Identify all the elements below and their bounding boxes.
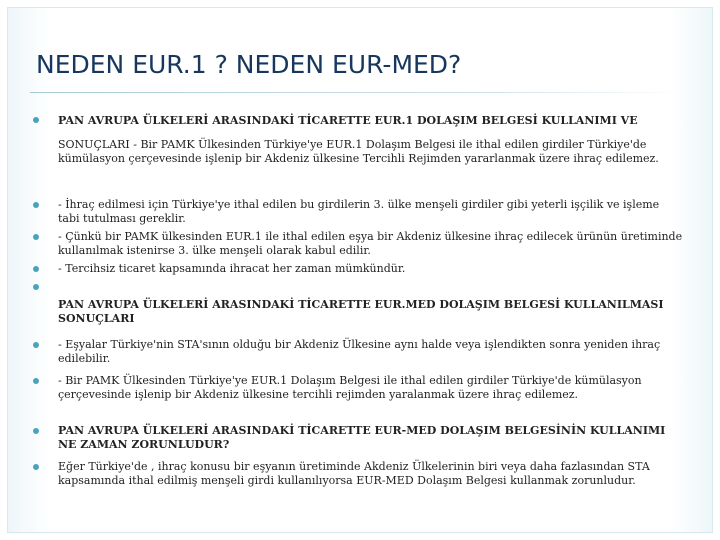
bullet-text: SONUÇLARI - Bir PAMK Ülkesinden Türkiye'ye EUR.1 Dolaşım Belgesi ile ithal edilen girdiler Türkiye'de kümülasyon çerçevesinde işlenip bir Akdeniz ülkesine Tercihli Rejimden yararlanmak üzere ihraç edilemez. xyxy=(58,138,659,165)
bullet-item xyxy=(33,280,683,296)
bullet-list xyxy=(33,113,683,508)
bullet-dot-icon xyxy=(33,234,39,240)
bullet-item xyxy=(33,262,683,280)
bullet-heading: PAN AVRUPA ÜLKELERİ ARASINDAKİ TİCARETTE EUR.1 DOLAŞIM BELGESİ KULLANIMI VE xyxy=(58,114,638,127)
bullet-item xyxy=(33,298,683,334)
bullet-dot-icon xyxy=(33,202,39,208)
bullet-item xyxy=(33,230,683,262)
bullet-item xyxy=(33,138,683,196)
bullet-text: - Bir PAMK Ülkesinden Türkiye'ye EUR.1 Dolaşım Belgesi ile ithal edilen girdiler Türkiye'de kümülasyon çerçevesinde işlenip bir Akdeniz ülkesine tercihli rejimden yaralanmak üzere ihraç edilemez. xyxy=(58,374,642,401)
bullet-heading: PAN AVRUPA ÜLKELERİ ARASINDAKİ TİCARETTE EUR.MED DOLAŞIM BELGESİ KULLANILMASI SONUÇLARI xyxy=(58,298,664,325)
bullet-dot-icon xyxy=(33,428,39,434)
bullet-text: Eğer Türkiye'de , ihraç konusu bir eşyanın üretiminde Akdeniz Ülkelerinin biri veya daha fazlasından STA kapsamında ithal edilmiş menşeli girdi kullanılıyorsa EUR-MED Dolaşım Belgesi kullanmak zorunludur. xyxy=(58,460,650,487)
bullet-item xyxy=(33,374,683,422)
bullet-dot-icon xyxy=(33,117,39,123)
bullet-dot-icon xyxy=(33,266,39,272)
bullet-item xyxy=(33,338,683,372)
bullet-text: - İhraç edilmesi için Türkiye'ye ithal edilen bu girdilerin 3. ülke menşeli girdiler gibi yeterli işçilik ve işleme tabi tutulması gereklir. xyxy=(58,198,660,225)
bullet-dot-icon xyxy=(33,378,39,384)
bullet-dot-icon xyxy=(33,464,39,470)
bullet-item xyxy=(33,460,683,508)
bullet-item xyxy=(33,424,683,458)
bullet-text: - Çünkü bir PAMK ülkesinden EUR.1 ile ithal edilen eşya bir Akdeniz ülkesine ihraç edilecek ürünün üretiminde kullanılmak istenirse 3. ülke menşeli olarak kabul edilir. xyxy=(58,230,683,257)
bullet-item xyxy=(33,113,683,138)
slide-title: NEDEN EUR.1 ? NEDEN EUR-MED? xyxy=(36,50,462,79)
bullet-text: - Tercihsiz ticaret kapsamında ihracat her zaman mümkündür. xyxy=(58,262,406,275)
bullet-item xyxy=(33,198,683,230)
bullet-dot-icon xyxy=(33,342,39,348)
bullet-text: - Eşyalar Türkiye'nin STA'sının olduğu bir Akdeniz Ülkesine aynı halde veya işlendikten sonra yeniden ihraç edilebilir. xyxy=(58,338,661,365)
title-divider xyxy=(30,92,685,93)
bullet-heading: PAN AVRUPA ÜLKELERİ ARASINDAKİ TİCARETTE EUR-MED DOLAŞIM BELGESİNİN KULLANIMI NE ZAMAN ZORUNLUDUR? xyxy=(58,424,666,451)
bullet-dot-icon xyxy=(33,284,39,290)
